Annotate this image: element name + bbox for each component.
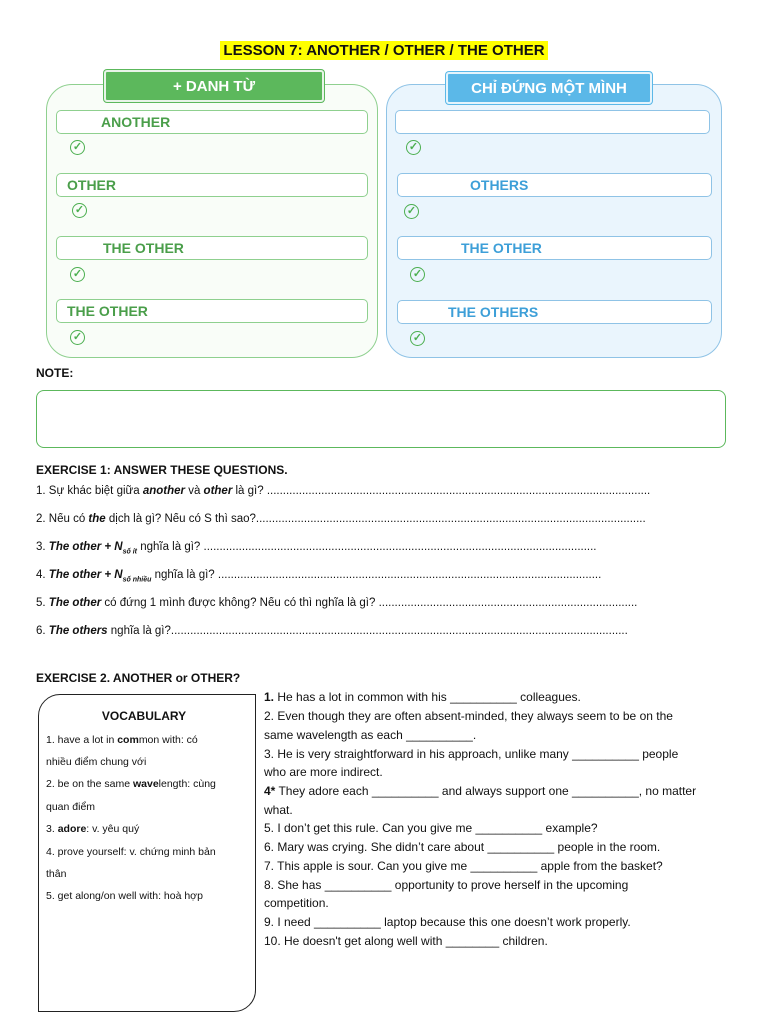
noun-row-label: ANOTHER [101,114,171,130]
noun-row-label: THE OTHER [67,303,148,319]
note-label: NOTE: [36,366,74,380]
exercise-2-line: what. [264,803,293,817]
check-icon: ✓ [404,204,419,219]
exercise-2-line: 6. Mary was crying. She didn’t care about __________ people in the room. [264,840,661,854]
question-2: 2. Nếu có the dịch là gì? Nếu có S thì sao?.......................................................................................................................... [36,513,646,525]
question-1: 1. Sự khác biệt giữa another và other là gì? ........................................................................................................................ [36,485,651,497]
standalone-row-4 [397,300,712,324]
vocab-item: 3. adore: v. yêu quý [46,823,140,835]
question-6: 6. The others nghĩa là gì?............................................................................................................................................... [36,625,628,637]
exercise-1-heading: EXERCISE 1: ANSWER THESE QUESTIONS. [36,463,288,477]
exercise-2-line: who are more indirect. [264,765,383,779]
vocab-item: 4. prove yourself: v. chứng minh bản [46,846,216,858]
exercise-2-line: 10. He doesn't get along well with ________ children. [264,934,548,948]
noun-row-4 [56,299,368,323]
exercise-2-line: 9. I need __________ laptop because this one doesn’t work properly. [264,915,631,929]
standalone-row-label: THE OTHERS [448,304,539,320]
standalone-row-label: OTHERS [470,177,529,193]
exercise-2-line: 5. I don’t get this rule. Can you give me __________ example? [264,821,598,835]
check-icon: ✓ [72,203,87,218]
standalone-panel-header: CHỈ ĐỨNG MỘT MÌNH [446,72,652,104]
standalone-row-label: THE OTHER [461,240,542,256]
check-icon: ✓ [70,330,85,345]
question-4: 4. The other + $N_{số nhiều}$ nghĩa là gì? ........................................................................................................................ [36,569,602,584]
vocab-item: 5. get along/on well with: hoà hợp [46,890,203,902]
vocab-item: 1. have a lot in common with: có [46,734,198,746]
exercise-2-line: 4* They adore each __________ and always support one __________, no matter [264,784,697,798]
exercise-2-line: 7. This apple is sour. Can you give me __________ apple from the basket? [264,859,663,873]
noun-row-1 [56,110,368,134]
exercise-2-line: 1. He has a lot in common with his __________ colleagues. [264,690,581,704]
noun-row-label: OTHER [67,177,116,193]
check-icon: ✓ [406,140,421,155]
noun-row-3 [56,236,368,260]
exercise-2-line: competition. [264,896,329,910]
check-icon: ✓ [70,267,85,282]
standalone-row-2 [397,173,712,197]
check-icon: ✓ [70,140,85,155]
vocab-item: thân [46,868,67,880]
vocab-item: 2. be on the same wavelength: cùng [46,778,216,790]
noun-row-2 [56,173,368,197]
lesson-title-text: LESSON 7: ANOTHER / OTHER / THE OTHER [220,41,547,60]
noun-row-label: THE OTHER [103,240,184,256]
question-3: 3. The other + $N_{số ít}$ nghĩa là gì? ........................................................................................................................... [36,541,597,556]
vocabulary-title: VOCABULARY [101,709,187,723]
check-icon: ✓ [410,267,425,282]
check-icon: ✓ [410,331,425,346]
standalone-row-3 [397,236,712,260]
exercise-2-line: same wavelength as each __________. [264,728,477,742]
exercise-2-heading: EXERCISE 2. ANOTHER or OTHER? [36,671,241,685]
noun-panel-header: + DANH TỪ [104,70,324,102]
exercise-2-line: 3. He is very straightforward in his approach, unlike many __________ people [264,747,679,761]
vocab-item: nhiều điểm chung với [46,756,147,768]
standalone-row-1 [395,110,710,134]
note-box[interactable] [36,390,726,448]
vocab-item: quan điểm [46,801,96,813]
exercise-2-line: 2. Even though they are often absent-minded, they always seem to be on the [264,709,673,723]
exercise-2-line: 8. She has __________ opportunity to prove herself in the upcoming [264,878,629,892]
lesson-title [0,42,768,60]
question-5: 5. The other có đứng 1 mình được không? Nếu có thì nghĩa là gì? ................................................................................. [36,597,638,609]
